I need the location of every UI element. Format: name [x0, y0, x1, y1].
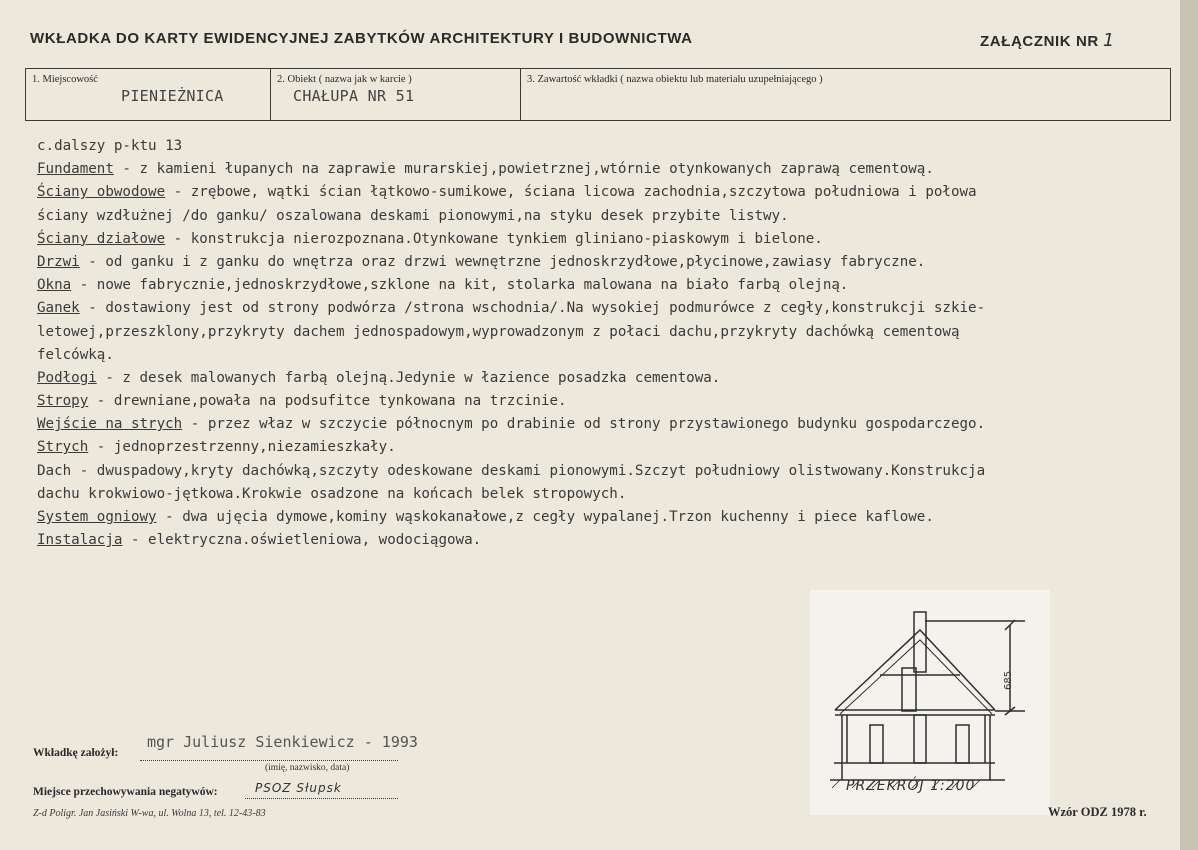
storage-value: PSOZ Słupsk — [255, 781, 342, 795]
fields-table — [25, 68, 1171, 121]
entry-line — [37, 274, 1167, 297]
object-label: 2. Obiekt ( nazwa jak w karcie ) — [277, 74, 412, 85]
appendix-heading — [980, 30, 1115, 51]
entry-line — [37, 344, 1167, 367]
form-title: WKŁADKA DO KARTY EWIDENCYJNEJ ZABYTKÓW ARCHITEKTURY I BUDOWNICTWA — [30, 30, 693, 47]
storage-dotline — [245, 798, 398, 799]
entry-line — [37, 228, 1167, 251]
entry-text: - elektryczna.oświetleniowa, wodociągowa. — [122, 532, 482, 549]
entry-text: - dostawiony jest od strony podwórza /strona wschodnia/.Na wysokiej podmurówce z cegły,konstrukcji szkie- — [79, 300, 986, 317]
author-hint: (imię, nazwisko, data) — [265, 763, 350, 773]
entry-text: ściany wzdłużnej /do ganku/ oszalowana deskami pionowymi,na styku desek przybite listwy. — [37, 207, 789, 224]
entry-line — [37, 297, 1167, 320]
roof-outline — [835, 630, 995, 710]
entry-key: Ściany obwodowe — [37, 184, 166, 201]
object-cell — [271, 69, 521, 120]
entry-text: Dach - dwuspadowy,kryty dachówką,szczyty odeskowane deskami pionowymi.Szczyt południowy olistwowany.Konstrukcja — [37, 462, 986, 479]
entry-line — [37, 181, 1167, 204]
entry-key: Ganek — [37, 300, 80, 317]
entry-text: - z desek malowanych farbą olejną.Jedynie w łazience posadzka cementowa. — [96, 369, 721, 386]
content-cell — [521, 69, 1170, 120]
entry-text: - z kamieni łupanych na zaprawie murarskiej,powietrznej,wtórnie otynkowanych zaprawą cementową. — [113, 161, 934, 178]
entry-key: Okna — [37, 277, 72, 294]
storage-label: Miejsce przechowywania negatywów: — [33, 786, 218, 798]
entry-line — [37, 158, 1167, 181]
entry-line — [37, 506, 1167, 529]
sketch-caption: PRZEKRÓJ 1:200 — [846, 778, 976, 794]
entry-line — [37, 205, 1167, 228]
object-value: CHAŁUPA NR 51 — [293, 87, 415, 105]
entry-text: - drewniane,powała na podsufitce tynkowana na trzcinie. — [88, 393, 567, 410]
chimney — [914, 612, 926, 672]
entry-text: - zrębowe, wątki ścian łątkowo-sumikowe, ściana licowa zachodnia,szczytowa południowa i połowa — [165, 184, 977, 201]
entry-line — [37, 367, 1167, 390]
entry-key: Drzwi — [37, 253, 80, 270]
locality-label: 1. Miejscowość — [32, 74, 98, 85]
entry-key: System ogniowy — [37, 509, 157, 525]
entry-text: - konstrukcja nierozpoznana.Otynkowane tynkiem gliniano-piaskowym i bielone. — [165, 230, 823, 247]
description-body — [37, 135, 1167, 552]
form-model: Wzór ODZ 1978 r. — [1048, 805, 1147, 819]
locality-cell — [26, 69, 271, 120]
dimension-label: 685 — [1003, 670, 1014, 690]
intro-line: c.dalszy p-ktu 13 — [37, 138, 183, 154]
entry-line — [37, 436, 1167, 459]
entry-key: Podłogi — [37, 369, 97, 386]
entry-line — [37, 321, 1167, 344]
entry-line — [37, 251, 1167, 274]
entry-line — [37, 529, 1167, 552]
entry-key: Instalacja — [37, 532, 123, 549]
entry-line — [37, 483, 1167, 506]
author-dotline — [140, 760, 398, 761]
entry-text: - jednoprzestrzenny,niezamieszkały. — [88, 439, 396, 456]
entry-line — [37, 390, 1167, 413]
card-edge — [1180, 0, 1198, 850]
entry-text: - dwa ujęcia dymowe,kominy wąskokanałowe,z cegły wypalanej.Trzon kuchenny i piece kaflowe. — [156, 509, 934, 525]
entry-key: Stropy — [37, 393, 89, 410]
printer-note: Z-d Poligr. Jan Jasiński W-wa, ul. Wolna 13, tel. 12-43-83 — [33, 808, 266, 819]
entry-text: dachu krokwiowo-jętkowa.Krokwie osadzone na końcach belek stropowych. — [37, 485, 627, 502]
author-label: Wkładkę założył: — [33, 747, 119, 759]
cross-section-sketch — [810, 590, 1050, 815]
entry-text: felcówką. — [37, 346, 114, 363]
entry-text: - przez właz w szczycie północnym po drabinie od strony przystawionego budynku gospodarczego. — [182, 416, 986, 433]
author-value: mgr Juliusz Sienkiewicz - 1993 — [147, 733, 418, 751]
entry-text: letowej,przeszklony,przykryty dachem jednospadowym,wyprowadzonym z połaci dachu,przykryty dachówką cementową — [37, 323, 960, 340]
entry-key: Wejście na strych — [37, 416, 183, 433]
entry-key: Fundament — [37, 161, 114, 178]
appendix-number: 1 — [1102, 30, 1115, 51]
entry-key: Strych — [37, 439, 89, 456]
content-label: 3. Zawartość wkładki ( nazwa obiektu lub materiału uzupełniającego ) — [527, 74, 823, 85]
entry-line — [37, 413, 1167, 436]
entry-text: - od ganku i z ganku do wnętrza oraz drzwi wewnętrzne jednoskrzydłowe,płycinowe,zawiasy fabryczne. — [79, 253, 926, 270]
entry-line — [37, 460, 1167, 483]
locality-value: PIENIEŻNICA — [121, 87, 224, 105]
entry-text: - nowe fabrycznie,jednoskrzydłowe,szklone na kit, stolarka malowana na biało farbą olejną. — [71, 277, 849, 294]
appendix-label: ZAŁĄCZNIK NR — [980, 33, 1099, 50]
entry-key: Ściany działowe — [37, 230, 166, 247]
